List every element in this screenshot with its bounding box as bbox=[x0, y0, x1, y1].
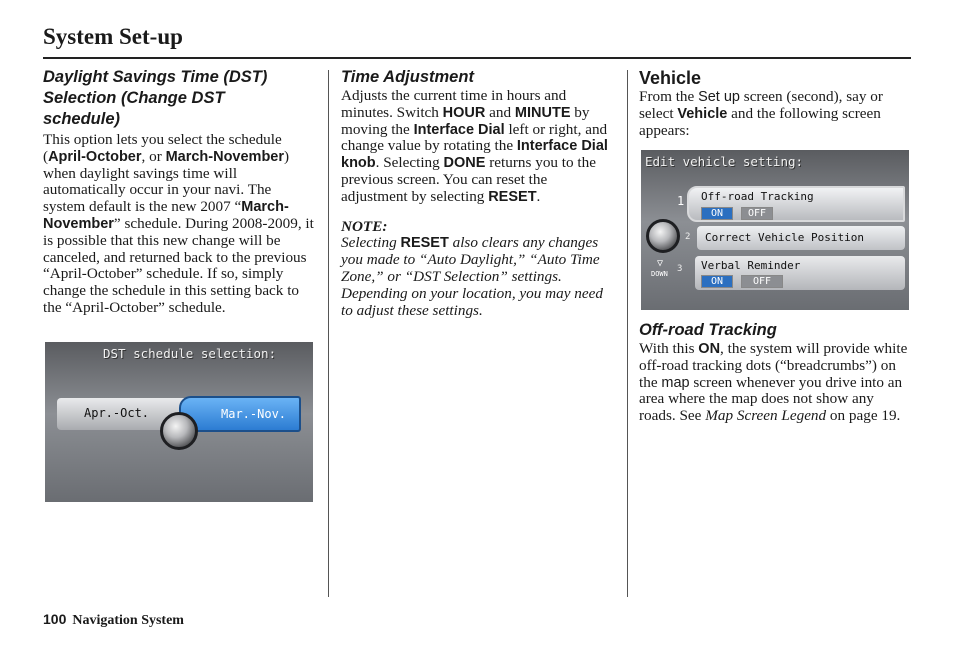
dst-screen-title: DST schedule selection: bbox=[103, 346, 277, 361]
off-road-heading: Off-road Tracking bbox=[639, 321, 777, 339]
column-divider-1 bbox=[328, 70, 329, 597]
off-road-section bbox=[639, 320, 914, 425]
page-footer bbox=[43, 611, 184, 629]
text: . bbox=[536, 187, 541, 205]
map-screen-legend-link[interactable]: Map Screen Legend bbox=[705, 407, 827, 425]
column-dst bbox=[43, 67, 315, 317]
off-road-on-button[interactable]: ON bbox=[701, 207, 733, 220]
time-adjustment-paragraph bbox=[341, 88, 613, 206]
minute-label: MINUTE bbox=[514, 104, 571, 121]
off-road-paragraph bbox=[639, 341, 914, 425]
item-number-1: 1 bbox=[677, 194, 685, 208]
interface-dial-knob-icon bbox=[646, 219, 680, 253]
text: and the following screen appears: bbox=[639, 104, 881, 139]
column-divider-2 bbox=[627, 70, 628, 597]
correct-vehicle-position-label: Correct Vehicle Position bbox=[705, 231, 864, 244]
text: , the system will provide white off-road tracking dots (“breadcrumbs”) on the bbox=[639, 340, 908, 391]
page-number: 100 bbox=[43, 611, 67, 627]
text: From the bbox=[639, 88, 699, 105]
vehicle-screen-image bbox=[641, 150, 909, 310]
text: and bbox=[485, 103, 515, 121]
item-number-3: 3 bbox=[677, 264, 683, 274]
dst-heading: Daylight Savings Time (DST) Selection (Change DST schedule) bbox=[43, 68, 268, 128]
hour-label: HOUR bbox=[442, 104, 486, 121]
verbal-on-button[interactable]: ON bbox=[701, 275, 733, 288]
down-arrow-icon: ▽ bbox=[657, 258, 664, 269]
verbal-reminder-label: Verbal Reminder bbox=[701, 259, 801, 272]
text: screen (second), say or select bbox=[639, 88, 883, 122]
note-reset-label: RESET bbox=[400, 235, 449, 252]
text: . Selecting bbox=[375, 154, 444, 172]
option-march-november-default: March-November bbox=[43, 199, 289, 232]
text: With this bbox=[639, 340, 699, 357]
text: This option lets you select the schedule ( bbox=[43, 131, 282, 165]
vehicle-paragraph bbox=[639, 89, 914, 139]
text: left or right, and change value by rotating the bbox=[341, 120, 608, 155]
text: Adjusts the current time in hours and minutes. Switch bbox=[341, 87, 567, 121]
text: Selecting bbox=[341, 234, 401, 252]
setup-label: Set up bbox=[698, 89, 740, 105]
off-road-tracking-row[interactable] bbox=[687, 186, 905, 222]
column-vehicle bbox=[639, 67, 914, 139]
interface-dial-knob-label: Interface Dial knob bbox=[341, 138, 608, 172]
done-label: DONE bbox=[443, 155, 486, 172]
header-rule bbox=[43, 57, 911, 59]
text: on page 19. bbox=[826, 407, 901, 425]
time-adjustment-heading: Time Adjustment bbox=[341, 68, 474, 86]
text: also clears any changes you made to “Auto Daylight,” “Auto Time Zone,” or “DST Selection” settings. Depending on your location, you may need to adjust these settings. bbox=[341, 234, 603, 319]
verbal-reminder-row[interactable] bbox=[695, 256, 905, 290]
verbal-off-button[interactable]: OFF bbox=[741, 275, 783, 288]
page-title: System Set-up bbox=[43, 24, 183, 49]
text: ) when daylight savings time will automatically occur in your navi. The system default is the new 2007 “ bbox=[43, 147, 290, 216]
text: by moving the bbox=[341, 103, 590, 138]
option-mar-nov-label: Mar.-Nov. bbox=[221, 407, 287, 421]
correct-vehicle-position-row[interactable] bbox=[697, 226, 905, 250]
text: ” schedule. During 2008-2009, it is possible that this new change will be canceled, and returned back to the previous “April-October” schedule. If so, simply change the schedule in this setting back to the “April-October” schedule. bbox=[43, 214, 314, 316]
item-number-2: 2 bbox=[685, 232, 691, 242]
text: returns you to the previous screen. You can reset the adjustment by selecting bbox=[341, 154, 596, 205]
option-apr-oct-label: Apr.-Oct. bbox=[84, 406, 150, 420]
text: , or bbox=[141, 147, 166, 165]
note-paragraph bbox=[341, 235, 613, 319]
off-road-off-button[interactable]: OFF bbox=[741, 207, 773, 220]
note-label: NOTE: bbox=[341, 217, 388, 235]
interface-dial-label: Interface Dial bbox=[413, 121, 505, 138]
vehicle-heading: Vehicle bbox=[639, 68, 702, 88]
vehicle-label: Vehicle bbox=[677, 105, 728, 122]
map-label: map bbox=[661, 374, 690, 391]
section-name: Navigation System bbox=[72, 613, 184, 628]
reset-label: RESET bbox=[488, 188, 537, 205]
down-label: DOWN bbox=[651, 270, 668, 278]
vehicle-screen-title: Edit vehicle setting: bbox=[645, 154, 804, 169]
dst-screen-image bbox=[45, 342, 313, 502]
dst-paragraph bbox=[43, 132, 315, 317]
interface-dial-knob-icon bbox=[160, 412, 198, 450]
option-april-october: April-October bbox=[48, 148, 142, 165]
on-label: ON bbox=[698, 341, 721, 357]
column-time-adjustment bbox=[341, 67, 613, 319]
option-march-november: March-November bbox=[165, 148, 285, 165]
text: screen whenever you drive into an area where the map does not show any roads. See bbox=[639, 373, 903, 425]
off-road-tracking-label: Off-road Tracking bbox=[701, 190, 814, 203]
